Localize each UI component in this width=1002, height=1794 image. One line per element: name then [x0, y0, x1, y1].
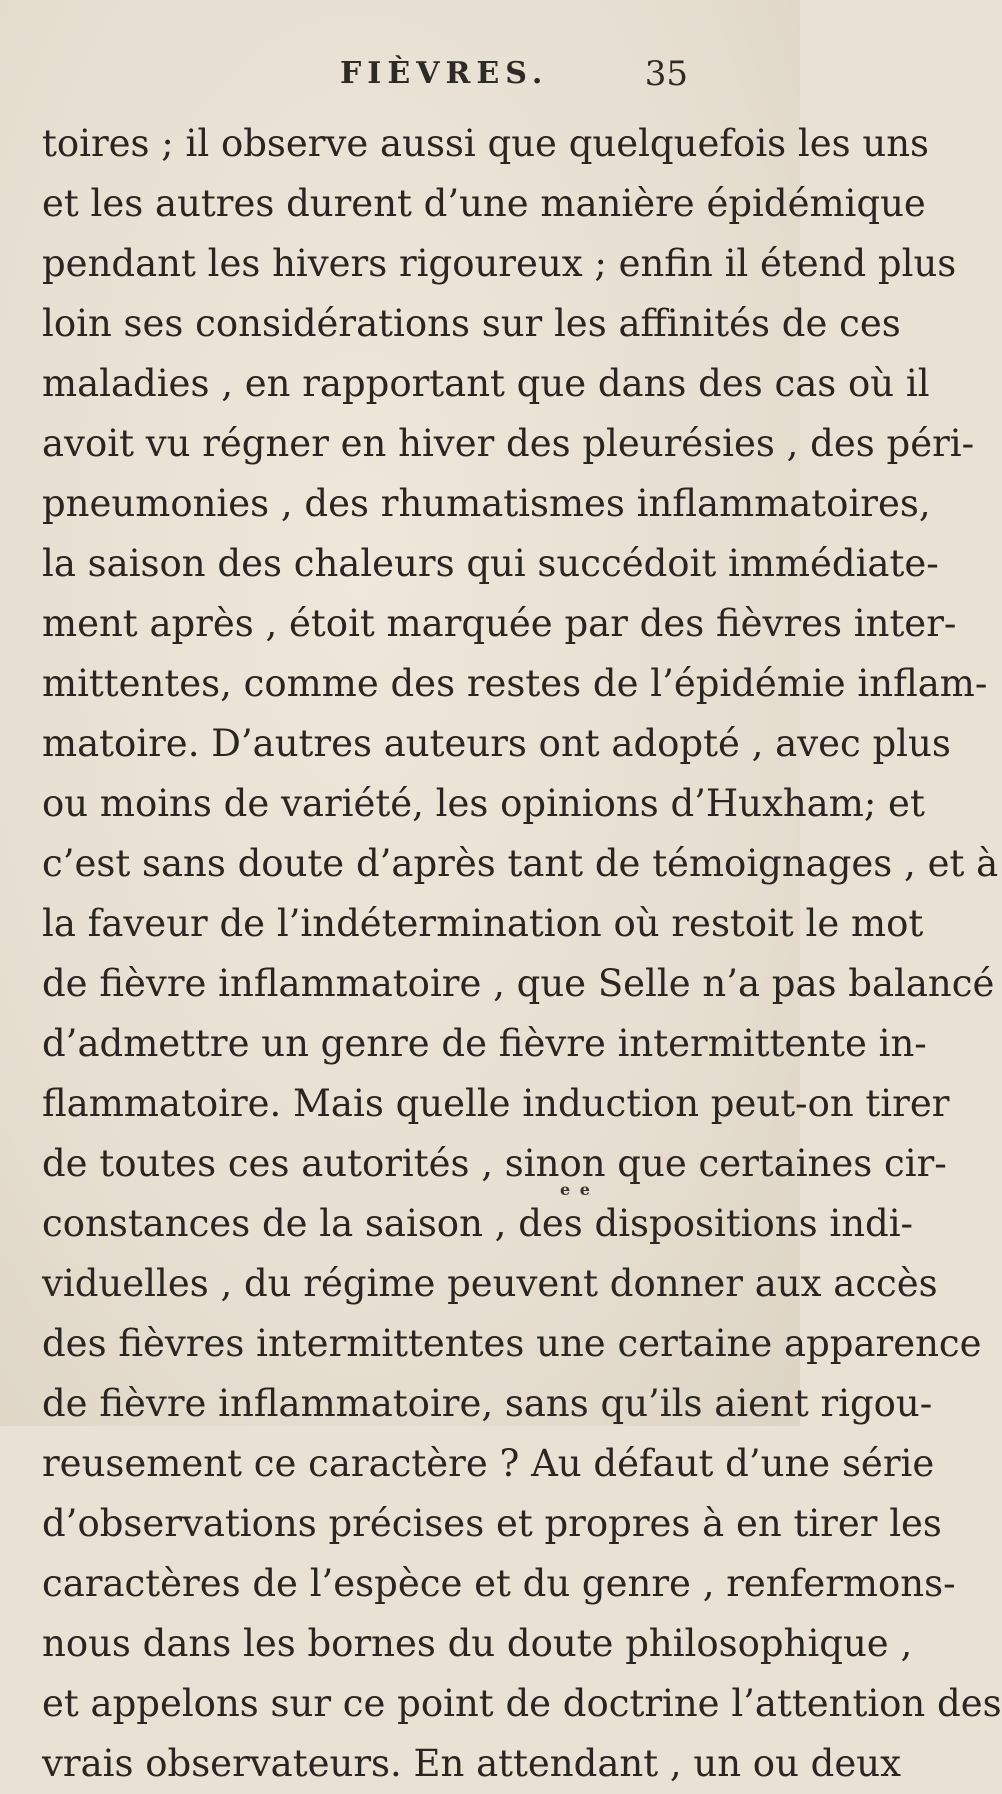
- text-line: reusement ce caractère ? Au défaut d’une série: [42, 1442, 935, 1485]
- text-line: mittentes, comme des restes de l’épidémie inflam-: [42, 662, 988, 705]
- text-line: la saison des chaleurs qui succédoit immédiate-: [42, 542, 939, 585]
- text-line: matoire. D’autres auteurs ont adopté , avec plus: [42, 722, 951, 765]
- text-line: constances de la saison , des dispositions indi-: [42, 1202, 914, 1245]
- text-line: viduelles , du régime peuvent donner aux accès: [42, 1262, 938, 1305]
- signature-mark: e e: [560, 1180, 592, 1199]
- text-line: de toutes ces autorités , sinon que certaines cir-: [42, 1142, 947, 1185]
- running-title: FIÈVRES.: [340, 56, 549, 91]
- text-line: vrais observateurs. En attendant , un ou deux: [42, 1742, 901, 1785]
- text-line: loin ses considérations sur les affinités de ces: [42, 302, 901, 345]
- text-line: nous dans les bornes du doute philosophique ,: [42, 1622, 913, 1665]
- text-line: pneumonies , des rhumatismes inflammatoires,: [42, 482, 931, 525]
- text-line: ou moins de variété, les opinions d’Huxham; et: [42, 782, 925, 825]
- page-number: 35: [644, 54, 688, 94]
- text-line: maladies , en rapportant que dans des cas où il: [42, 362, 930, 405]
- text-line: d’admettre un genre de fièvre intermittente in-: [42, 1022, 927, 1065]
- text-line: flammatoire. Mais quelle induction peut-on tirer: [42, 1082, 950, 1125]
- text-line: avoit vu régner en hiver des pleurésies , des péri-: [42, 422, 975, 465]
- text-line: c’est sans doute d’après tant de témoignages , et à: [42, 842, 999, 885]
- text-line: d’observations précises et propres à en tirer les: [42, 1502, 942, 1545]
- text-line: la faveur de l’indétermination où restoit le mot: [42, 902, 924, 945]
- text-line: et appelons sur ce point de doctrine l’attention des: [42, 1682, 1002, 1725]
- text-line: et les autres durent d’une manière épidémique: [42, 182, 926, 225]
- text-line: de fièvre inflammatoire, sans qu’ils aient rigou-: [42, 1382, 933, 1425]
- text-line: caractères de l’espèce et du genre , renfermons-: [42, 1562, 956, 1605]
- page-header: [0, 50, 800, 110]
- text-line: des fièvres intermittentes une certaine apparence: [42, 1322, 982, 1365]
- text-line: pendant les hivers rigoureux ; enfin il étend plus: [42, 242, 957, 285]
- body-text: [42, 114, 1002, 1794]
- text-line: de fièvre inflammatoire , que Selle n’a pas balancé: [42, 962, 995, 1005]
- text-line: ment après , étoit marquée par des fièvres inter-: [42, 602, 957, 645]
- text-line: toires ; il observe aussi que quelquefois les uns: [42, 122, 930, 165]
